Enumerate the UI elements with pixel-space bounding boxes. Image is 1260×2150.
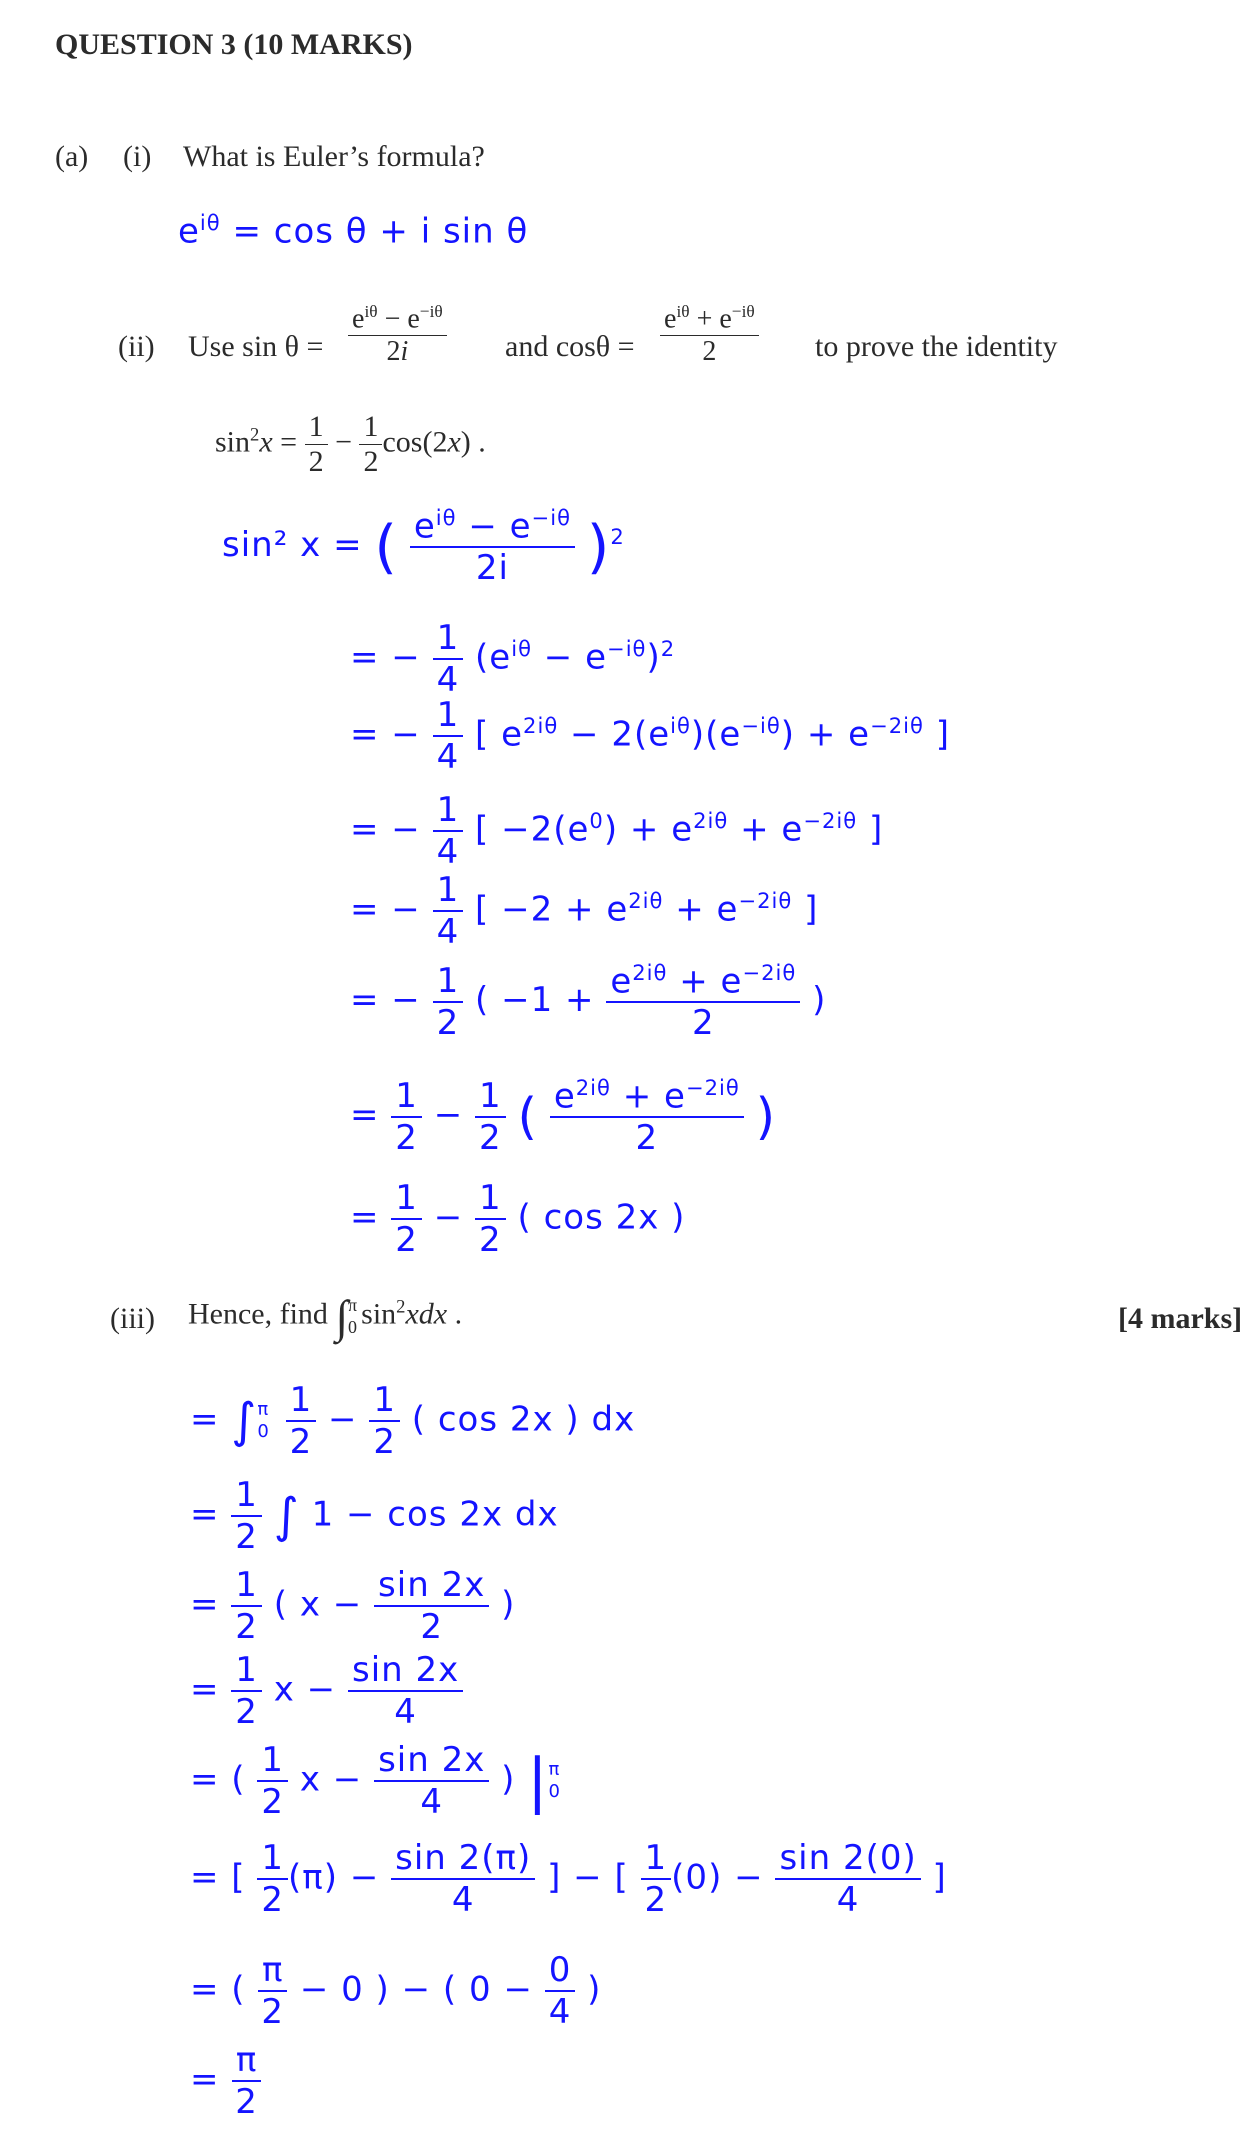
question-i-label: (i) [123, 140, 152, 173]
proof-step-4: = − $\frac{1}{4}$ [ $-2(e^0) + e^{2i\theta} + e^{-2i\theta}$ ] [350, 790, 884, 872]
proof-step-8: = $\frac{1}{2}$ − $\frac{1}{2}$ ( cos 2x ) [350, 1178, 686, 1260]
proof-step-7: = $\frac{1}{2}$ − $\frac{1}{2}$ ( $\frac{e^{2i\theta} + e^{-2i\theta}}{2}$ ) [350, 1075, 777, 1159]
proof-step-5: = − $\frac{1}{4}$ [ $-2 + e^{2i\theta} + e^{-2i\theta}$ ] [350, 870, 819, 952]
proof-step-1: sin² x = ( $\frac{e^{i\theta} - e^{-i\theta}}{2i}$ )$^2$ [222, 505, 625, 589]
question-ii-label: (ii) [118, 330, 155, 363]
question-ii-tail: to prove the identity [815, 330, 1058, 363]
integral-step-5: = ( $\frac{1}{2}$ x − $\frac{\sin 2x}{4}$ ) | π 0 [190, 1740, 561, 1822]
integral-result: = $\frac{\pi}{2}$ [190, 2040, 262, 2122]
integral-step-6: = [ $\frac{1}{2}$ (π) − $\frac{\sin 2(\pi)}{4}$ ] − [ $\frac{1}{2}$ (0) − $\frac{\sin 2(0)}{4}$ ] [190, 1838, 947, 1920]
euler-answer: $e^{i\theta} = \cos \theta + i$ sin θ [178, 210, 529, 252]
identity-statement: $\sin^2x$ = $\frac{1}{2}$ − $\frac{1}{2}$ cos(2x) . [215, 410, 486, 478]
question-iii-text: Hence, find ∫ π 0 $\sin^2xdx$ . [188, 1291, 463, 1342]
integral-step-7: = ( $\frac{\pi}{2}$ − 0 ) − ( 0 − $\frac{0}{4}$ ) [190, 1950, 602, 2032]
integral-step-3: = $\frac{1}{2}$ ( x − $\frac{\sin 2x}{2}$ ) [190, 1565, 516, 1647]
question-ii-and: and cosθ = [505, 330, 635, 363]
proof-step-2: = − $\frac{1}{4}$ $(e^{i\theta} - e^{-i\theta})^2$ [350, 618, 676, 700]
question-i-text: What is Euler’s formula? [183, 140, 485, 173]
question-heading: QUESTION 3 (10 MARKS) [55, 28, 413, 61]
part-a-label: (a) [55, 140, 89, 173]
proof-step-3: = − $\frac{1}{4}$ [ $e^{2i\theta} - 2(e^{i\theta})(e^{-i\theta}) + e^{-2i\theta}$ ] [350, 695, 950, 777]
integral-step-1: = ∫ π 0 $\frac{1}{2}$ − $\frac{1}{2}$ ( cos 2x ) dx [190, 1380, 636, 1462]
cos-definition-fraction: $\frac{e^{i\theta} + e^{-i\theta}}{2}$ [660, 302, 759, 368]
sin-definition-fraction: $\frac{e^{i\theta} - e^{-i\theta}}{2i}$ [348, 302, 447, 368]
integral-step-4: = $\frac{1}{2}$ x − $\frac{\sin 2x}{4}$ [190, 1650, 463, 1732]
question-ii-use: Use sin θ = [188, 330, 324, 363]
proof-step-6: = − $\frac{1}{2}$ ( −1 + $\frac{e^{2i\theta} + e^{-2i\theta}}{2}$ ) [350, 960, 827, 1044]
marks-label: [4 marks] [1118, 1302, 1243, 1335]
integral-step-2: = $\frac{1}{2}$ ∫ 1 − cos 2x dx [190, 1475, 559, 1557]
question-iii-label: (iii) [110, 1302, 155, 1335]
